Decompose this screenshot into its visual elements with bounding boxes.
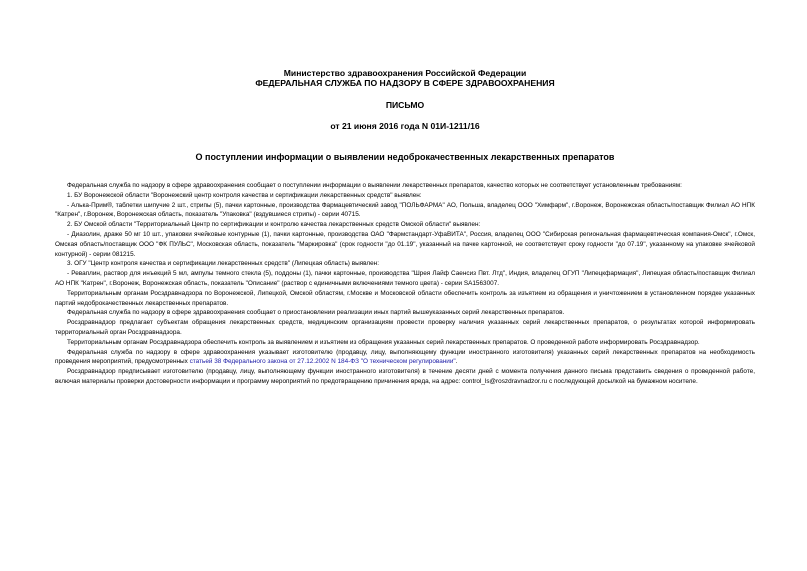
service-name: ФЕДЕРАЛЬНАЯ СЛУЖБА ПО НАДЗОРУ В СФЕРЕ ЗДРАВООХРАНЕНИЯ [255,78,555,88]
paragraph-item-1-heading: 1. БУ Воронежской области "Воронежский центр контроля качества и сертификации лекарственных средств" выявлен: [67,191,422,199]
paragraph-text-end: . [455,358,458,366]
law-reference-link[interactable]: статьей 38 Федерального закона от 27.12.2002 N 184-ФЗ "О техническом регулировании" [189,358,456,366]
paragraph-item-1-detail: - Алька-Прим®, таблетки шипучие 2 шт., стрипы (5), пачки картонные, производства Фармацевтический завод "ПОЛЬФАРМА" АО, Польша, владелец ООО "Химфарм", г.Воронеж, Воронежская область/поставщик Филиал АО НПК "Катрен", г.Воронеж, Воронежская область, показатель "Упаковка" (вздувшиеся стрипы) - серии 40715. [55,201,755,219]
document-date-number: от 21 июня 2016 года N 01И-1211/16 [330,121,480,131]
paragraph-text: Федеральная служба по надзору в сфере здравоохранения указывает изготовителю (продавцу, лицу, выполняющему функции иностранного изготовителя) указанных серий лекарственных препаратов на необходимость проведения мероприятий, предусмотренных [55,348,755,366]
paragraph-territorial-withdrawal: Территориальным органам Росздравнадзора обеспечить контроль за выявлением и изъятием из обращения указанных серий лекарственных препаратов. О проведенной работе информировать Росздравнадзор. [67,338,700,346]
paragraph-check-request: Росздравнадзор предлагает субъектам обращения лекарственных средств, медицинским организациям провести проверку наличия указанных серий лекарственных препаратов, о результатах которой информировать территориальный орган Росздравнадзора. [55,319,755,336]
paragraph-item-2-detail: - Диазолин, драже 50 мг 10 шт., упаковки ячейковые контурные (1), пачки картонные, производства ОАО "Фармстандарт-УфаВИТА", Россия, владелец ООО "Сибирская региональная фармацевтическая компания-Омск", г.Омск, Омская область/поставщик ООО "ФК ПУЛЬС", Московская область, показатель "Маркировка" (срок годности "до 01.19", указанный на пачке картонной, не соответствует сроку годности "до 07.19", указанному на упаковке ячейковой контурной) - серии 081215. [55,230,755,258]
paragraph-item-3-detail: - Реваплин, раствор для инъекций 5 мл, ампулы темного стекла (5), поддоны (1), пачки картонные, производства "Шрея Лайф Саенсиз Пвт. Лтд", Индия, владелец ОГУП "Липецкфармация", Липецкая область/поставщик Филиал АО НПК "Катрен", г.Воронеж, Воронежская область, показатель "Описание" (раствор с единичными включениями темного цвета) - серии SA1563007. [55,270,755,287]
paragraph-manufacturer-report: Росздравнадзор предписывает изготовителю (продавцу, лицу, выполняющему функции иностранного изготовителя) в течение десяти дней с момента получения данного письма представить сведения о проведенной работе, включая материалы проверки достоверности информации и программу мероприятий по предотвращению причинения вреда, на адрес: control_ls@roszdravnadzor.ru с последующей досылкой на бумажном носителе. [55,368,755,385]
paragraph-suspension: Федеральная служба по надзору в сфере здравоохранения сообщает о приостановлении реализации иных партий вышеуказанных серий лекарственных препаратов. [67,309,565,317]
paragraph-item-2-heading: 2. БУ Омской области "Территориальный Центр по сертификации и контролю качества лекарственных средств Омской области" выявлен: [67,221,481,229]
document-subject: О поступлении информации о выявлении недоброкачественных лекарственных препаратов [195,152,615,162]
paragraph-item-3-heading: 3. ОГУ "Центр контроля качества и сертификации лекарственных средств" (Липецкая область) выявлен: [67,260,379,268]
paragraph-intro: Федеральная служба по надзору в сфере здравоохранения сообщает о поступлении информации о выявлении лекарственных препаратов, качество которых не соответствует установленным требованиям: [67,182,682,189]
paragraph-manufacturer-measures [55,348,755,368]
ministry-name: Министерство здравоохранения Российской Федерации [283,68,527,78]
document-type: ПИСЬМО [385,100,425,110]
paragraph-territorial-control: Территориальным органам Росздравнадзора по Воронежской, Липецкой, Омской областям, г.Москве и Московской области обеспечить контроль за изъятием из обращения и уничтожением в установленном порядке указанных партий недоброкачественных лекарственных препаратов. [55,289,755,307]
